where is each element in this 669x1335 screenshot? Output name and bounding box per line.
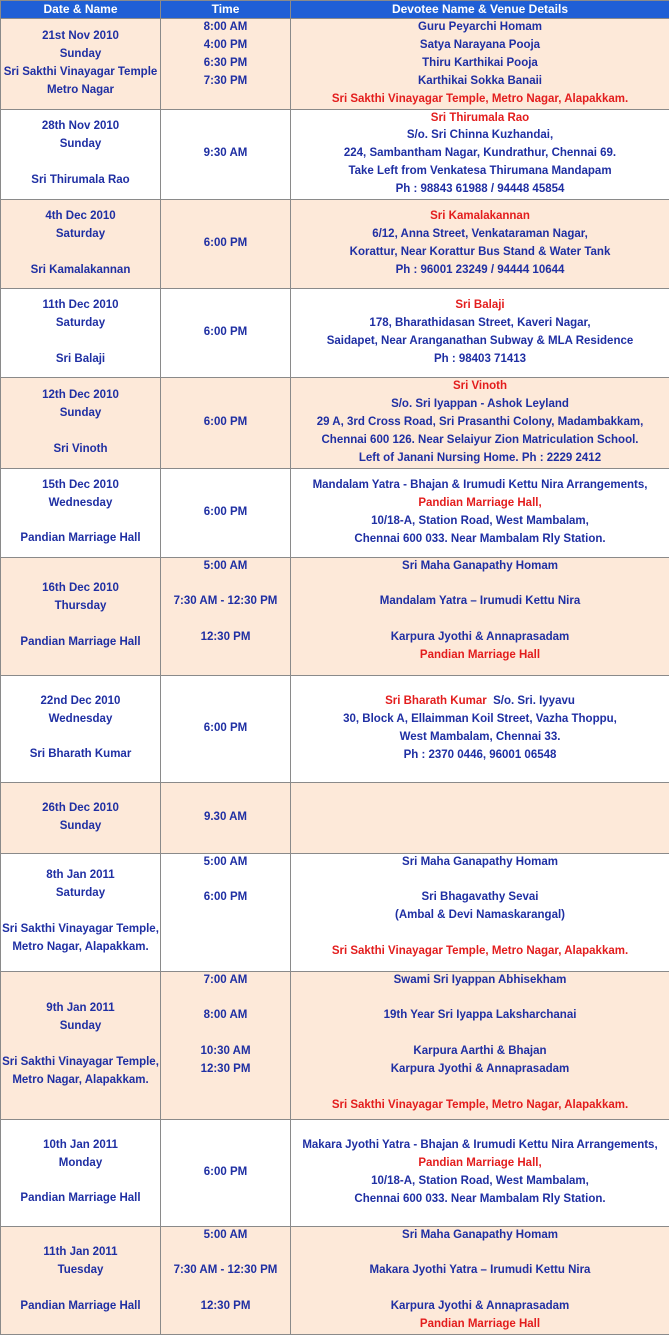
time-line: 12:30 PM — [161, 629, 290, 647]
date-line — [1, 154, 160, 172]
date-line — [1, 244, 160, 262]
time-cell — [161, 853, 291, 971]
time-line: 5:00 AM — [161, 1227, 290, 1245]
date-name-cell — [1, 971, 161, 1119]
date-line — [1, 333, 160, 351]
date-line: Sri Sakthi Vinayagar Temple — [1, 64, 160, 82]
details-cell — [291, 557, 669, 675]
details-line: 10/18-A, Station Road, West Mambalam, — [291, 513, 669, 531]
time-cell — [161, 378, 291, 469]
date-name-cell — [1, 378, 161, 469]
date-line: Pandian Marriage Hall — [1, 530, 160, 548]
time-line: 9.30 AM — [161, 809, 290, 827]
details-cell — [291, 675, 669, 782]
date-line: Tuesday — [1, 1262, 160, 1280]
venue-line: Pandian Marriage Hall, — [291, 495, 669, 513]
details-line: Satya Narayana Pooja — [291, 37, 669, 55]
time-line: 6:00 PM — [161, 720, 290, 738]
table-row — [1, 378, 669, 469]
details-line: Chennai 600 033. Near Mambalam Rly Station. — [291, 531, 669, 549]
table-row — [1, 853, 669, 971]
date-line: 15th Dec 2010 — [1, 477, 160, 495]
details-cell — [291, 289, 669, 378]
time-line: 7:30 AM - 12:30 PM — [161, 1262, 290, 1280]
date-line: 4th Dec 2010 — [1, 208, 160, 226]
time-cell — [161, 1119, 291, 1226]
details-line: Ph : 96001 23249 / 94444 10644 — [291, 262, 669, 280]
date-line: 16th Dec 2010 — [1, 580, 160, 598]
devotee-name: Sri Balaji — [291, 297, 669, 315]
details-cell — [291, 853, 669, 971]
date-line: Sri Thirumala Rao — [1, 172, 160, 190]
details-cell — [291, 109, 669, 200]
details-line: Ph : 98403 71413 — [291, 351, 669, 369]
time-cell — [161, 675, 291, 782]
time-cell — [161, 19, 291, 110]
date-name-cell — [1, 468, 161, 557]
date-line: 8th Jan 2011 — [1, 867, 160, 885]
details-line: 6/12, Anna Street, Venkataraman Nagar, — [291, 226, 669, 244]
table-row — [1, 675, 669, 782]
details-line: Makara Jyothi Yatra – Irumudi Kettu Nira — [291, 1262, 669, 1280]
date-line: 11th Dec 2010 — [1, 297, 160, 315]
date-name-cell — [1, 782, 161, 853]
date-line: Thursday — [1, 598, 160, 616]
details-cell — [291, 468, 669, 557]
venue-line: Pandian Marriage Hall, — [291, 1155, 669, 1173]
venue-line: Pandian Marriage Hall — [291, 647, 669, 665]
date-line: Sunday — [1, 136, 160, 154]
venue-line: Pandian Marriage Hall — [291, 1316, 669, 1334]
details-line: Korattur, Near Korattur Bus Stand & Water Tank — [291, 244, 669, 262]
devotee-name: Sri Kamalakannan — [291, 208, 669, 226]
date-line: Sunday — [1, 818, 160, 836]
date-line: 9th Jan 2011 — [1, 1000, 160, 1018]
devotee-name: Sri Bharath Kumar — [385, 695, 487, 707]
venue-line: Sri Sakthi Vinayagar Temple, Metro Nagar, Alapakkam. — [291, 943, 669, 961]
details-line: Thiru Karthikai Pooja — [291, 55, 669, 73]
details-line: Mandalam Yatra - Bhajan & Irumudi Kettu Nira Arrangements, — [291, 477, 669, 495]
date-line: Saturday — [1, 226, 160, 244]
date-line: Metro Nagar, Alapakkam. — [1, 939, 160, 957]
date-line: Pandian Marriage Hall — [1, 634, 160, 652]
details-line: 178, Bharathidasan Street, Kaveri Nagar, — [291, 315, 669, 333]
time-line: 12:30 PM — [161, 1061, 290, 1079]
date-line — [1, 1173, 160, 1191]
time-line: 10:30 AM — [161, 1043, 290, 1061]
table-row — [1, 1226, 669, 1334]
details-line — [291, 1280, 669, 1298]
date-line: Sri Sakthi Vinayagar Temple, — [1, 1054, 160, 1072]
header-details: Devotee Name & Venue Details — [291, 1, 669, 19]
details-line: 29 A, 3rd Cross Road, Sri Prasanthi Colony, Madambakkam, — [291, 414, 669, 432]
time-cell — [161, 1226, 291, 1334]
time-line — [161, 1025, 290, 1043]
time-line — [161, 990, 290, 1008]
date-line: 26th Dec 2010 — [1, 800, 160, 818]
date-name-cell — [1, 109, 161, 200]
details-line: Mandalam Yatra – Irumudi Kettu Nira — [291, 593, 669, 611]
time-line: 6:30 PM — [161, 55, 290, 73]
details-cell — [291, 971, 669, 1119]
time-line: 5:00 AM — [161, 854, 290, 872]
date-line: Pandian Marriage Hall — [1, 1190, 160, 1208]
devotee-relation: S/o. Sri. Iyyavu — [487, 695, 575, 707]
date-line — [1, 1036, 160, 1054]
details-line: West Mambalam, Chennai 33. — [291, 729, 669, 747]
details-line: Karpura Jyothi & Annaprasadam — [291, 629, 669, 647]
details-line: Left of Janani Nursing Home. Ph : 2229 2412 — [291, 450, 669, 468]
table-row — [1, 557, 669, 675]
table-row — [1, 1119, 669, 1226]
date-name-cell — [1, 289, 161, 378]
header-date-name: Date & Name — [1, 1, 161, 19]
date-line: Sunday — [1, 405, 160, 423]
header-time: Time — [161, 1, 291, 19]
date-name-cell — [1, 1226, 161, 1334]
time-line: 6:00 PM — [161, 235, 290, 253]
venue-line: Sri Sakthi Vinayagar Temple, Metro Nagar, Alapakkam. — [291, 1097, 669, 1115]
date-line: Pandian Marriage Hall — [1, 1298, 160, 1316]
time-line — [161, 1316, 290, 1334]
time-line: 7:30 AM - 12:30 PM — [161, 593, 290, 611]
date-line: Wednesday — [1, 711, 160, 729]
time-cell — [161, 971, 291, 1119]
date-line: Sri Vinoth — [1, 441, 160, 459]
details-line: Sri Maha Ganapathy Homam — [291, 854, 669, 872]
details-line: (Ambal & Devi Namaskarangal) — [291, 907, 669, 925]
date-line — [1, 513, 160, 531]
date-line: Saturday — [1, 315, 160, 333]
details-cell — [291, 782, 669, 853]
devotee-name: Sri Vinoth — [291, 378, 669, 396]
details-line: Karthikai Sokka Banaii — [291, 73, 669, 91]
time-line: 7:30 PM — [161, 73, 290, 91]
date-line: Sri Bharath Kumar — [1, 746, 160, 764]
venue-line: Sri Sakthi Vinayagar Temple, Metro Nagar, Alapakkam. — [291, 91, 669, 109]
date-line: 28th Nov 2010 — [1, 118, 160, 136]
date-line: Monday — [1, 1155, 160, 1173]
time-line: 5:00 AM — [161, 558, 290, 576]
date-line — [1, 1280, 160, 1298]
date-name-cell — [1, 19, 161, 110]
details-line: Ph : 98843 61988 / 94448 45854 — [291, 181, 669, 199]
date-name-cell — [1, 1119, 161, 1226]
time-line — [161, 872, 290, 890]
table-row — [1, 19, 669, 110]
time-line: 6:00 PM — [161, 889, 290, 907]
date-line: Saturday — [1, 885, 160, 903]
date-name-cell — [1, 200, 161, 289]
details-line — [291, 693, 669, 711]
details-line: Take Left from Venkatesa Thirumana Mandapam — [291, 163, 669, 181]
details-cell — [291, 200, 669, 289]
table-row — [1, 109, 669, 200]
details-line: Sri Bhagavathy Sevai — [291, 889, 669, 907]
details-line: Saidapet, Near Aranganathan Subway & MLA Residence — [291, 333, 669, 351]
table-row — [1, 289, 669, 378]
details-line: Sri Maha Ganapathy Homam — [291, 1227, 669, 1245]
details-line: 224, Sambantham Nagar, Kundrathur, Chennai 69. — [291, 145, 669, 163]
time-line: 7:00 AM — [161, 972, 290, 990]
date-line: 10th Jan 2011 — [1, 1137, 160, 1155]
details-line: 19th Year Sri Iyappa Laksharchanai — [291, 1007, 669, 1025]
time-cell — [161, 557, 291, 675]
details-line: Karpura Jyothi & Annaprasadam — [291, 1061, 669, 1079]
details-line — [291, 872, 669, 890]
details-line — [291, 611, 669, 629]
date-line — [1, 423, 160, 441]
date-name-cell — [1, 675, 161, 782]
time-line — [161, 647, 290, 665]
time-cell — [161, 782, 291, 853]
date-line: Metro Nagar — [1, 82, 160, 100]
details-line: Karpura Jyothi & Annaprasadam — [291, 1298, 669, 1316]
date-line: Sri Balaji — [1, 351, 160, 369]
date-line — [1, 729, 160, 747]
date-line: Sri Kamalakannan — [1, 262, 160, 280]
time-line: 6:00 PM — [161, 504, 290, 522]
date-line: Sunday — [1, 1018, 160, 1036]
time-line — [161, 611, 290, 629]
time-line: 4:00 PM — [161, 37, 290, 55]
details-cell — [291, 378, 669, 469]
devotee-name: Sri Thirumala Rao — [291, 110, 669, 128]
details-line — [291, 1025, 669, 1043]
details-line — [291, 990, 669, 1008]
details-line: Guru Peyarchi Homam — [291, 19, 669, 37]
date-line: Wednesday — [1, 495, 160, 513]
date-line — [1, 903, 160, 921]
details-cell — [291, 1226, 669, 1334]
time-line: 6:00 PM — [161, 324, 290, 342]
date-line: 22nd Dec 2010 — [1, 693, 160, 711]
time-line: 6:00 PM — [161, 1164, 290, 1182]
details-line — [291, 925, 669, 943]
date-line: 12th Dec 2010 — [1, 387, 160, 405]
table-row — [1, 971, 669, 1119]
date-line: Sunday — [1, 46, 160, 64]
time-line: 6:00 PM — [161, 414, 290, 432]
time-line: 8:00 AM — [161, 1007, 290, 1025]
time-line — [161, 1245, 290, 1263]
details-cell — [291, 1119, 669, 1226]
details-line: Ph : 2370 0446, 96001 06548 — [291, 747, 669, 765]
time-line: 8:00 AM — [161, 19, 290, 37]
header-row — [1, 1, 669, 19]
details-cell — [291, 19, 669, 110]
details-line: 10/18-A, Station Road, West Mambalam, — [291, 1173, 669, 1191]
time-cell — [161, 468, 291, 557]
table-row — [1, 782, 669, 853]
details-line: Chennai 600 126. Near Selaiyur Zion Matriculation School. — [291, 432, 669, 450]
table-row — [1, 468, 669, 557]
details-line: Sri Maha Ganapathy Homam — [291, 558, 669, 576]
details-line — [291, 1079, 669, 1097]
details-line: Swami Sri Iyappan Abhisekham — [291, 972, 669, 990]
details-line: Chennai 600 033. Near Mambalam Rly Station. — [291, 1191, 669, 1209]
time-line: 9:30 AM — [161, 145, 290, 163]
time-cell — [161, 200, 291, 289]
table-row — [1, 200, 669, 289]
date-line: 11th Jan 2011 — [1, 1244, 160, 1262]
details-line: 30, Block A, Ellaimman Koil Street, Vazha Thoppu, — [291, 711, 669, 729]
date-name-cell — [1, 853, 161, 971]
details-line — [291, 576, 669, 594]
date-name-cell — [1, 557, 161, 675]
date-line: Metro Nagar, Alapakkam. — [1, 1072, 160, 1090]
details-line: S/o. Sri Chinna Kuzhandai, — [291, 127, 669, 145]
details-line: Karpura Aarthi & Bhajan — [291, 1043, 669, 1061]
date-line: Sri Sakthi Vinayagar Temple, — [1, 921, 160, 939]
details-line — [291, 1245, 669, 1263]
time-line: 12:30 PM — [161, 1298, 290, 1316]
details-line: S/o. Sri Iyappan - Ashok Leyland — [291, 396, 669, 414]
time-cell — [161, 289, 291, 378]
time-line — [161, 1280, 290, 1298]
time-line — [161, 576, 290, 594]
date-line: 21st Nov 2010 — [1, 28, 160, 46]
date-line — [1, 616, 160, 634]
details-line: Makara Jyothi Yatra - Bhajan & Irumudi Kettu Nira Arrangements, — [291, 1137, 669, 1155]
time-cell — [161, 109, 291, 200]
